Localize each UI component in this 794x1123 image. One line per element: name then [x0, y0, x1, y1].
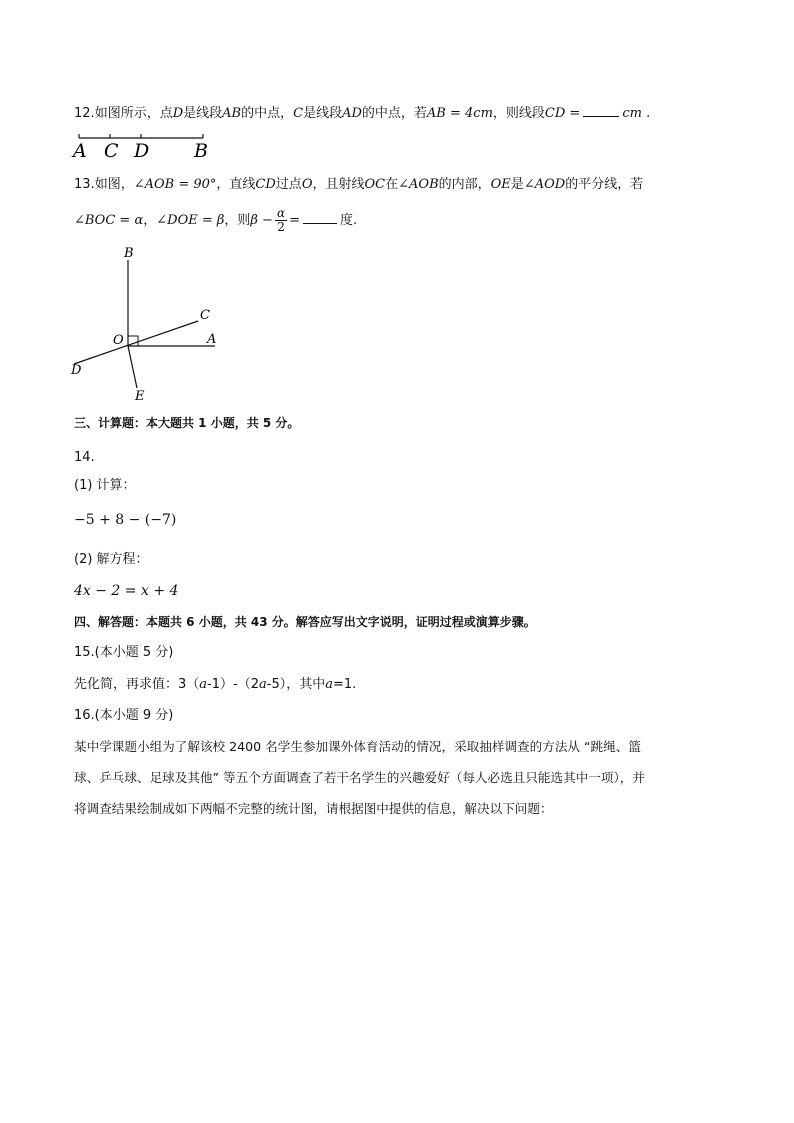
q15-text: 先化简，再求值：3（a-1）-（2a-5），其中a=1.	[74, 677, 357, 692]
label-e: E	[135, 389, 145, 403]
label-b: B	[194, 140, 208, 160]
alpha-over-2-fraction: $\frac{\alpha}{2}$	[276, 206, 286, 234]
answer-blank	[303, 211, 337, 224]
q13-text-line2: ∠BOC = α，∠DOE = β，则β − $\frac{\alpha}{2}$ = 度.	[74, 206, 358, 234]
answer-blank	[583, 104, 619, 117]
q16-heading: 16.(本小题 9 分)	[74, 708, 174, 723]
section-4-heading: 四、解答题：本题共 6 小题，共 43 分。解答应写出文字说明，证明过程或演算步骤。	[74, 615, 536, 629]
q14-equation-2: 4x − 2 = x + 4	[74, 583, 179, 599]
q12-text: 12.如图所示，点D是线段AB的中点，C是线段AD的中点，若AB = 4cm，则线段CD = cm .	[74, 106, 651, 121]
label-b: B	[124, 246, 134, 261]
q15-heading: 15.(本小题 5 分)	[74, 645, 174, 660]
label-a: A	[207, 332, 217, 347]
label-c: C	[104, 140, 119, 160]
label-a: A	[73, 140, 87, 160]
section-3-heading: 三、计算题：本大题共 1 小题，共 5 分。	[74, 416, 300, 430]
label-o: O	[113, 333, 124, 348]
q12-segment-figure	[70, 130, 220, 160]
label-c: C	[200, 308, 210, 323]
q13-text-line1: 13.如图，∠AOB = 90°，直线CD过点O，且射线OC在∠AOB的内部，OE是∠AOD的平分线，若	[74, 177, 644, 192]
q16-paragraph-line3: 将调查结果绘制成如下两幅不完整的统计图，请根据图中提供的信息，解决以下问题：	[74, 801, 553, 816]
q16-paragraph-line1: 某中学课题小组为了解该校 2400 名学生参加课外体育活动的情况，采取抽样调查的方法从 “跳绳、篮	[74, 739, 641, 754]
q16-paragraph-line2: 球、乒乓球、足球及其他” 等五个方面调查了若干名学生的兴趣爱好（每人必选且只能选其中一项），并	[74, 770, 645, 785]
q14-expression-1: −5 + 8 − (−7)	[74, 512, 177, 528]
q14-part2-label: (2) 解方程：	[74, 552, 149, 567]
label-d: D	[134, 140, 150, 160]
q14-number: 14.	[74, 450, 95, 465]
q14-part1-label: (1) 计算：	[74, 478, 136, 493]
label-d: D	[71, 363, 82, 378]
q13-angle-figure	[66, 243, 236, 403]
